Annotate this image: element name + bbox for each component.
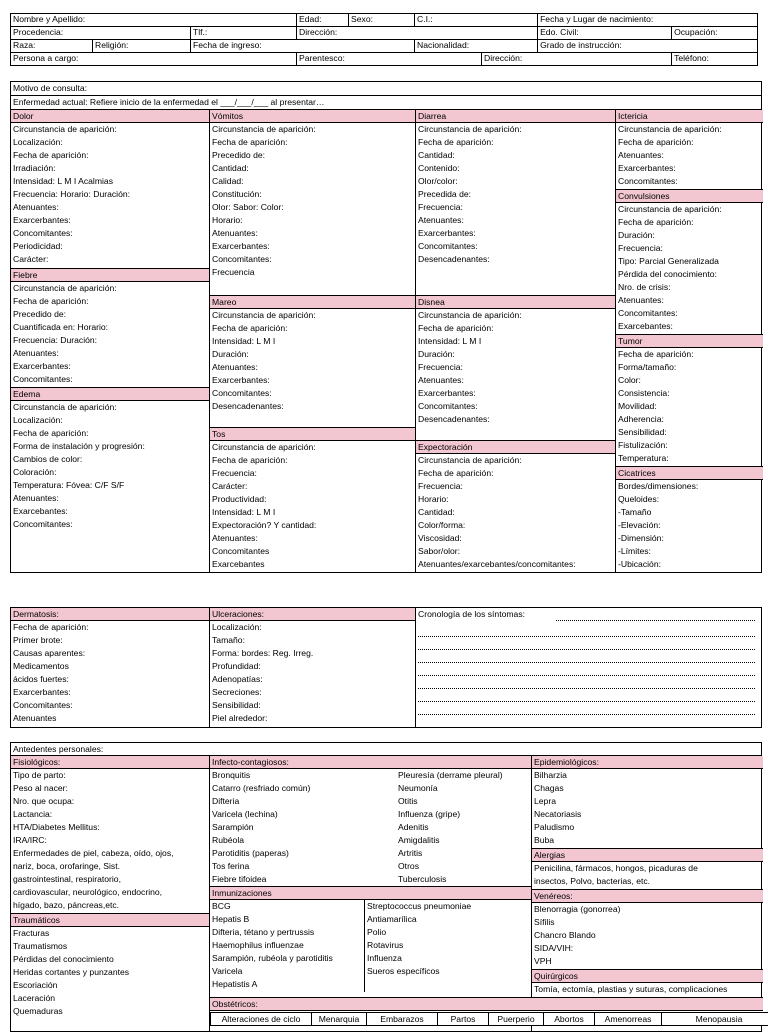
patient-info-table — [10, 13, 758, 66]
form-field-line[interactable]: Atenuantes: — [416, 374, 615, 387]
form-field-line[interactable]: Amigdalitis — [396, 834, 532, 847]
skin-section — [10, 607, 762, 728]
form-field-line[interactable]: Escoriación — [11, 979, 209, 992]
form-field-line[interactable]: Necatoriasis — [532, 808, 763, 821]
form-field-line[interactable]: Horario: — [416, 493, 615, 506]
form-field-line[interactable]: Calidad: — [210, 175, 415, 188]
form-field-line[interactable]: HTA/Diabetes Mellitus: — [11, 821, 209, 834]
form-field-line[interactable]: Atenuantes: — [11, 201, 209, 214]
antecedentes-title: Antedentes personales: — [11, 743, 761, 756]
form-field-line[interactable]: Varicela (lechina) — [210, 808, 396, 821]
form-field-line[interactable]: Laceración — [11, 992, 209, 1005]
field-telefono[interactable]: Teléfono: — [672, 53, 758, 66]
form-field-line[interactable]: Coloración: — [11, 466, 209, 479]
form-field-line[interactable]: Artritis — [396, 847, 532, 860]
epidemiologicos-column — [532, 756, 763, 1031]
form-field-line[interactable]: Frecuencia: — [416, 201, 615, 214]
form-field-line[interactable]: Frecuencia: — [616, 242, 763, 255]
form-field-line[interactable]: Heridas cortantes y punzantes — [11, 966, 209, 979]
form-field-line[interactable]: Atenuantes: — [210, 532, 415, 545]
form-field-line[interactable]: Precedido de: — [210, 149, 415, 162]
form-field-line[interactable]: Atenuantes/exarcebantes/concomitantes: — [416, 558, 615, 571]
form-field-line[interactable]: Horario: — [210, 214, 415, 227]
dotted-line[interactable] — [418, 675, 755, 676]
form-field-line[interactable]: Parotiditis (paperas) — [210, 847, 396, 860]
section-header: Expectoración — [416, 440, 615, 454]
form-field-line[interactable]: Fecha de aparición: — [11, 149, 209, 162]
obstetric-field-partos[interactable]: Partos — [438, 1013, 489, 1026]
form-field-line[interactable]: Causas aparentes: — [11, 647, 209, 660]
field-direccion[interactable]: Dirección: — [297, 27, 538, 40]
form-field-line[interactable]: Olor: Sabor: Color: — [210, 201, 415, 214]
form-field-line[interactable]: Streptococcus pneumoniae — [365, 900, 532, 913]
form-field-line[interactable]: Penicilina, fármacos, hongos, picaduras de — [532, 862, 763, 875]
field-edo-civil[interactable]: Edo. Civil: — [538, 27, 672, 40]
section-header: Tos — [210, 427, 415, 441]
field-procedencia[interactable]: Procedencia: — [11, 27, 191, 40]
form-field-line[interactable]: Circunstancia de aparición: — [11, 123, 209, 136]
section-header: Mareo — [210, 295, 415, 309]
form-field-line[interactable]: Queloides: — [616, 493, 763, 506]
form-field-line[interactable]: Frecuencia: Duración: — [11, 334, 209, 347]
form-field-line[interactable]: Fistulización: — [616, 439, 763, 452]
form-field-line[interactable]: Cantidad: — [416, 506, 615, 519]
section-header: Ictericia — [616, 110, 763, 123]
form-field-line[interactable]: gastrointestinal, respiratorio, — [11, 873, 209, 886]
form-field-line[interactable]: Bilharzia — [532, 769, 763, 782]
field-ocupacion[interactable]: Ocupación: — [672, 27, 758, 40]
antecedentes-section — [10, 742, 762, 1032]
form-field-line[interactable]: Fecha de aparición: — [416, 136, 615, 149]
form-field-line[interactable]: Otros — [396, 860, 532, 873]
form-field-line[interactable]: Circunstancia de aparición: — [210, 123, 415, 136]
form-field-line[interactable]: Nro. de crisis: — [616, 281, 763, 294]
form-field-line[interactable]: Piel alrededor: — [210, 712, 415, 725]
section-header: Convulsiones — [616, 189, 763, 203]
form-field-line[interactable]: Lepra — [532, 795, 763, 808]
form-field-line[interactable]: Temperatura: Fóvea: C/F S/F — [11, 479, 209, 492]
form-field-line[interactable]: BCG — [210, 900, 364, 913]
form-field-line[interactable]: Exarcerbantes: — [210, 240, 415, 253]
motivo-consulta[interactable]: Motivo de consulta: — [11, 82, 761, 96]
field-religion[interactable]: Religión: — [93, 40, 191, 53]
form-field-line[interactable]: Cantidad: — [416, 149, 615, 162]
form-field-line[interactable]: Profundidad: — [210, 660, 415, 673]
field-nombre[interactable]: Nombre y Apellido: — [11, 14, 297, 27]
dotted-line[interactable] — [418, 636, 755, 637]
form-field-line[interactable]: Atenuantes: — [11, 492, 209, 505]
form-field-line[interactable]: Buba — [532, 834, 763, 847]
form-field-line[interactable]: Fecha de aparición: — [616, 136, 763, 149]
dotted-line[interactable] — [418, 662, 755, 663]
form-field-line[interactable]: Irradiación: — [11, 162, 209, 175]
form-field-line[interactable]: Concomitantes: — [416, 240, 615, 253]
form-field-line[interactable]: Movilidad: — [616, 400, 763, 413]
form-field-line[interactable]: Hepatis B — [210, 913, 364, 926]
obstetric-field-embarazos[interactable]: Embarazos — [367, 1013, 438, 1026]
form-field-line[interactable]: Concomitantes — [210, 545, 415, 558]
form-field-line[interactable]: Expectoración? Y cantidad: — [210, 519, 415, 532]
form-field-line[interactable]: Sueros específicos — [365, 965, 532, 978]
form-field-line[interactable]: Circunstancia de aparición: — [11, 282, 209, 295]
form-field-line[interactable]: Tos ferina — [210, 860, 396, 873]
form-field-line[interactable]: Varicela — [210, 965, 364, 978]
dotted-line[interactable] — [418, 688, 755, 689]
dotted-line[interactable] — [556, 620, 755, 621]
form-field-line[interactable]: Neumonía — [396, 782, 532, 795]
form-field-line[interactable]: Bordes/dimensiones: — [616, 480, 763, 493]
field-direccion-cargo[interactable]: Dirección: — [482, 53, 672, 66]
form-field-line[interactable]: Quemaduras — [11, 1005, 209, 1018]
form-field-line[interactable]: insectos, Polvo, bacterias, etc. — [532, 875, 763, 888]
form-field-line[interactable]: Fecha de aparición: — [11, 295, 209, 308]
dotted-line[interactable] — [418, 649, 755, 650]
symptoms-grid — [10, 109, 762, 573]
fisiologicos-column — [11, 756, 210, 1031]
form-field-line[interactable]: Exarcerbantes: — [416, 387, 615, 400]
form-field-line[interactable]: Influenza (gripe) — [396, 808, 532, 821]
form-field-line[interactable]: Intensidad: L M I — [210, 335, 415, 348]
section-header: Quirúrgicos — [532, 969, 763, 983]
section-header-obstetricos: Obstétricos: — [210, 997, 763, 1011]
ulceraciones-column — [210, 608, 416, 727]
form-field-line[interactable]: Chancro Blando — [532, 929, 763, 942]
section-header: Dolor — [11, 110, 209, 123]
form-field-line[interactable]: Atenuantes: — [210, 361, 415, 374]
form-field-line[interactable]: Duración: — [616, 229, 763, 242]
section-header: Epidemiológicos: — [532, 756, 763, 769]
form-field-line[interactable]: Duración: — [210, 348, 415, 361]
form-field-line[interactable]: Sensibilidad: — [210, 699, 415, 712]
field-sexo[interactable]: Sexo: — [349, 14, 415, 27]
form-field-line[interactable]: Atenuantes: — [616, 294, 763, 307]
form-field-line[interactable]: Color/forma: — [416, 519, 615, 532]
form-field-line[interactable]: Sensibilidad: — [616, 426, 763, 439]
form-field-line[interactable]: Concomitantes: — [616, 307, 763, 320]
form-field-line[interactable]: VPH — [532, 955, 763, 968]
form-field-line[interactable]: Localización: — [11, 136, 209, 149]
form-field-line[interactable]: Desencadenantes: — [416, 413, 615, 426]
form-field-line[interactable]: Cuantificada en: Horario: — [11, 321, 209, 334]
form-field-line[interactable]: Sífilis — [532, 916, 763, 929]
form-field-line[interactable]: Fecha de aparición: — [210, 454, 415, 467]
form-field-line[interactable]: Chagas — [532, 782, 763, 795]
form-field-line[interactable]: Influenza — [365, 952, 532, 965]
form-field-line[interactable]: Carácter: — [210, 480, 415, 493]
section-header: Alergias — [532, 848, 763, 862]
consulta-box — [10, 81, 762, 110]
field-raza[interactable]: Raza: — [11, 40, 93, 53]
form-field-line[interactable]: Sarampión — [210, 821, 396, 834]
form-field-line[interactable]: Tamaño: — [210, 634, 415, 647]
form-field-line[interactable]: Localización: — [11, 414, 209, 427]
section-header: Vómitos — [210, 110, 415, 123]
form-field-line[interactable]: Exarcerbantes: — [11, 686, 209, 699]
form-field-line[interactable]: Tipo de parto: — [11, 769, 209, 782]
field-persona-cargo[interactable]: Persona a cargo: — [11, 53, 297, 66]
form-field-line[interactable]: Intensidad: L M I — [416, 335, 615, 348]
obstetric-field-alteraciones-de-ciclo[interactable]: Alteraciones de ciclo — [211, 1013, 312, 1026]
obstetric-field-menopausia[interactable]: Menopausia — [662, 1013, 768, 1026]
form-field-line[interactable]: hígado, bazo, páncreas,etc. — [11, 899, 209, 912]
form-field-line[interactable]: Haemophilus influenzae — [210, 939, 364, 952]
obstetric-field-amenorreas[interactable]: Amenorreas — [595, 1013, 662, 1026]
symptom-column-4 — [616, 110, 763, 572]
form-field-line[interactable]: Paludismo — [532, 821, 763, 834]
form-field-line[interactable]: Atenuantes — [11, 712, 209, 725]
dermatosis-column — [11, 608, 210, 727]
form-field-line[interactable]: Exarcerbantes: — [11, 360, 209, 373]
form-field-line[interactable]: -Tamaño — [616, 506, 763, 519]
form-field-line[interactable]: Consistencia: — [616, 387, 763, 400]
form-field-line[interactable]: Tipo: Parcial Generalizada — [616, 255, 763, 268]
form-field-line[interactable]: Intensidad: L M I — [210, 506, 415, 519]
form-field-line[interactable]: Exarcerbantes: — [616, 162, 763, 175]
form-field-line[interactable]: Viscosidad: — [416, 532, 615, 545]
form-field-line[interactable]: ácidos fuertes: — [11, 673, 209, 686]
symptom-column-2 — [210, 110, 416, 572]
form-field-line[interactable]: Difteria, tétano y pertrussis — [210, 926, 364, 939]
form-field-line[interactable]: Exarcerbantes: — [416, 227, 615, 240]
form-field-line[interactable]: Frecuencia: — [416, 361, 615, 374]
field-fecha-nacimiento[interactable]: Fecha y Lugar de nacimiento: — [538, 14, 758, 27]
form-field-line[interactable]: Forma: bordes: Reg. Irreg. — [210, 647, 415, 660]
form-field-line[interactable]: Traumatismos — [11, 940, 209, 953]
form-field-line[interactable]: Carácter: — [11, 253, 209, 266]
form-field-line[interactable]: Olor/color: — [416, 175, 615, 188]
form-field-line[interactable]: Secreciones: — [210, 686, 415, 699]
form-field-line[interactable]: Desencadenantes: — [210, 400, 415, 413]
form-field-line[interactable]: Circunstancia de aparición: — [210, 309, 415, 322]
section-header: Fisiológicos: — [11, 756, 209, 769]
form-field-line[interactable]: -Límites: — [616, 545, 763, 558]
obstetricos-block — [210, 997, 763, 1026]
form-field-line[interactable]: Concomitantes: — [210, 387, 415, 400]
section-header: Fiebre — [11, 268, 209, 282]
form-field-line[interactable]: Temperatura: — [616, 452, 763, 465]
form-field-line[interactable]: Frecuencia — [210, 266, 415, 279]
form-field-line[interactable]: Forma/tamaño: — [616, 361, 763, 374]
form-field-line[interactable]: Concomitantes: — [11, 373, 209, 386]
form-field-line[interactable]: Atenuantes: — [416, 214, 615, 227]
section-header-infecto: Infecto-contagiosos: — [210, 756, 531, 769]
form-field-line[interactable]: Concomitantes: — [11, 699, 209, 712]
enfermedad-actual[interactable]: Enfermedad actual: Refiere inicio de la enfermedad el ___/___/___ al presentar… — [11, 96, 761, 110]
field-nacionalidad[interactable]: Nacionalidad: — [415, 40, 538, 53]
section-header: Ulceraciones: — [210, 608, 415, 621]
form-field-line[interactable]: Forma de instalación y progresión: — [11, 440, 209, 453]
form-field-line[interactable]: Tomía, ectomía, plastias y suturas, complicaciones — [532, 983, 763, 996]
form-field-line[interactable]: Difteria — [210, 795, 396, 808]
dotted-line[interactable] — [418, 701, 755, 702]
form-field-line[interactable]: Sabor/olor: — [416, 545, 615, 558]
form-field-line[interactable]: Atenuantes: — [11, 347, 209, 360]
symptom-column-3 — [416, 110, 616, 572]
form-field-line[interactable]: Concomitantes: — [616, 175, 763, 188]
form-field-line[interactable]: Circunstancia de aparición: — [616, 123, 763, 136]
form-field-line[interactable]: Cambios de color: — [11, 453, 209, 466]
obstetric-field-abortos[interactable]: Abortos — [544, 1013, 595, 1026]
form-field-line[interactable]: Duración: — [416, 348, 615, 361]
form-field-line[interactable]: Fecha de aparición: — [210, 136, 415, 149]
form-field-line[interactable]: Intensidad: L M I Acalmias — [11, 175, 209, 188]
section-header: Tumor — [616, 334, 763, 348]
dotted-line[interactable] — [418, 714, 755, 715]
form-field-line[interactable]: Atenuantes: — [616, 149, 763, 162]
form-field-line[interactable]: Adherencia: — [616, 413, 763, 426]
field-parentesco[interactable]: Parentesco: — [297, 53, 482, 66]
form-field-line[interactable]: Bronquitis — [210, 769, 396, 782]
form-field-line[interactable]: Medicamentos — [11, 660, 209, 673]
form-field-line[interactable]: Fecha de aparición: — [416, 322, 615, 335]
form-field-line[interactable]: Rotavirus — [365, 939, 532, 952]
form-field-line[interactable]: Adenopatías: — [210, 673, 415, 686]
form-field-line[interactable]: Frecuencia: — [210, 467, 415, 480]
form-field-line[interactable]: Frecuencia: — [416, 480, 615, 493]
form-field-line[interactable]: Concomitantes: — [11, 227, 209, 240]
form-field-line[interactable]: Fiebre tifoidea — [210, 873, 396, 886]
symptom-column-1 — [11, 110, 210, 572]
form-field-line[interactable]: -Ubicación: — [616, 558, 763, 571]
form-field-line[interactable]: Circunstancia de aparición: — [11, 401, 209, 414]
section-header: Venéreos: — [532, 889, 763, 903]
form-field-line[interactable]: Primer brote: — [11, 634, 209, 647]
obstetric-field-puerperio[interactable]: Puerperio — [489, 1013, 544, 1026]
form-field-line[interactable]: Cantidad: — [210, 162, 415, 175]
section-header: Disnea — [416, 295, 615, 309]
form-field-line[interactable]: Hepatistis A — [210, 978, 364, 991]
form-field-line[interactable]: Lactancia: — [11, 808, 209, 821]
section-header: Traumáticos — [11, 913, 209, 927]
form-field-line[interactable]: Pleuresía (derrame pleural) — [396, 769, 532, 782]
field-grado-instruccion[interactable]: Grado de instrucción: — [538, 40, 758, 53]
form-field-line[interactable]: -Elevación: — [616, 519, 763, 532]
form-field-line[interactable]: Localización: — [210, 621, 415, 634]
form-field-line[interactable]: Circunstancia de aparición: — [210, 441, 415, 454]
form-field-line[interactable]: Circunstancia de aparición: — [416, 123, 615, 136]
form-field-line[interactable]: Polio — [365, 926, 532, 939]
form-field-line[interactable]: Otitis — [396, 795, 532, 808]
form-field-line[interactable]: Fecha de aparición: — [616, 216, 763, 229]
form-field-line[interactable]: Concomitantes: — [210, 253, 415, 266]
form-field-line[interactable]: Fecha de aparición: — [11, 427, 209, 440]
form-field-line[interactable]: Catarro (resfriado común) — [210, 782, 396, 795]
infecto-column — [210, 756, 532, 1031]
obstetric-field-menarquia[interactable]: Menarquia — [312, 1013, 367, 1026]
form-field-line[interactable]: -Dimensión: — [616, 532, 763, 545]
form-field-line[interactable]: Sarampión, rubéola y parotiditis — [210, 952, 364, 965]
field-fecha-ingreso[interactable]: Fecha de ingreso: — [191, 40, 415, 53]
form-field-line[interactable]: nariz, boca, orofaringe, Sist. — [11, 860, 209, 873]
form-field-line[interactable]: Peso al nacer: — [11, 782, 209, 795]
form-field-line[interactable]: Circunstancia de aparición: — [416, 309, 615, 322]
field-edad[interactable]: Edad: — [297, 14, 349, 27]
form-field-line[interactable]: Fecha de aparición: — [210, 322, 415, 335]
field-ci[interactable]: C.I.: — [415, 14, 538, 27]
form-field-line[interactable]: Adenitis — [396, 821, 532, 834]
form-field-line[interactable]: Concomitantes: — [416, 400, 615, 413]
form-field-line[interactable]: Periodicidad: — [11, 240, 209, 253]
form-field-line[interactable]: Exarcerbantes: — [210, 374, 415, 387]
form-field-line[interactable]: Exarcerbantes: — [11, 214, 209, 227]
section-header: Diarrea — [416, 110, 615, 123]
form-field-line[interactable]: cardiovascular, neurológico, endocrino, — [11, 886, 209, 899]
section-header: Edema — [11, 387, 209, 401]
form-field-line[interactable]: Enfermedades de piel, cabeza, oído, ojos, — [11, 847, 209, 860]
section-header: Dermatosis: — [11, 608, 209, 621]
form-field-line[interactable]: Contenido: — [416, 162, 615, 175]
section-header-inmunizaciones: Inmunizaciones — [210, 886, 531, 900]
form-field-line[interactable]: Concomitantes: — [11, 518, 209, 531]
form-field-line[interactable]: Constitución: — [210, 188, 415, 201]
form-field-line[interactable]: Desencadenantes: — [416, 253, 615, 266]
form-field-line[interactable]: Exarcebantes: — [616, 320, 763, 333]
form-field-line[interactable]: IRA/IRC: — [11, 834, 209, 847]
form-field-line[interactable]: Pérdidas del conocimiento — [11, 953, 209, 966]
form-field-line[interactable]: Nro. que ocupa: — [11, 795, 209, 808]
form-field-line[interactable]: Precedido de: — [11, 308, 209, 321]
form-field-line[interactable]: Precedida de: — [416, 188, 615, 201]
form-field-line[interactable]: Fecha de aparición: — [11, 621, 209, 634]
form-field-line[interactable]: Blenorragia (gonorrea) — [532, 903, 763, 916]
form-field-line[interactable]: Antiamarílica — [365, 913, 532, 926]
form-field-line[interactable]: Fecha de aparición: — [416, 467, 615, 480]
form-field-line[interactable]: SIDA/VIH: — [532, 942, 763, 955]
form-field-line[interactable]: Rubéola — [210, 834, 396, 847]
form-field-line[interactable]: Frecuencia: Horario: Duración: — [11, 188, 209, 201]
form-field-line[interactable]: Fecha de aparición: — [616, 348, 763, 361]
form-field-line[interactable]: Color: — [616, 374, 763, 387]
form-field-line[interactable]: Circunstancia de aparición: — [616, 203, 763, 216]
section-header: Cicatrices — [616, 466, 763, 480]
form-field-line[interactable]: Productividad: — [210, 493, 415, 506]
cronologia-column — [416, 608, 763, 727]
field-tlf[interactable]: Tlf.: — [191, 27, 297, 40]
form-field-line[interactable]: Exarcebantes: — [11, 505, 209, 518]
form-field-line[interactable]: Exarcebantes — [210, 558, 415, 571]
form-field-line[interactable]: Circunstancia de aparición: — [416, 454, 615, 467]
form-field-line[interactable]: Tuberculosis — [396, 873, 532, 886]
form-field-line[interactable]: Pérdida del conocimiento: — [616, 268, 763, 281]
form-field-line[interactable]: Atenuantes: — [210, 227, 415, 240]
form-field-line[interactable]: Fracturas — [11, 927, 209, 940]
cronologia-label: Cronología de los síntomas: — [416, 608, 763, 621]
